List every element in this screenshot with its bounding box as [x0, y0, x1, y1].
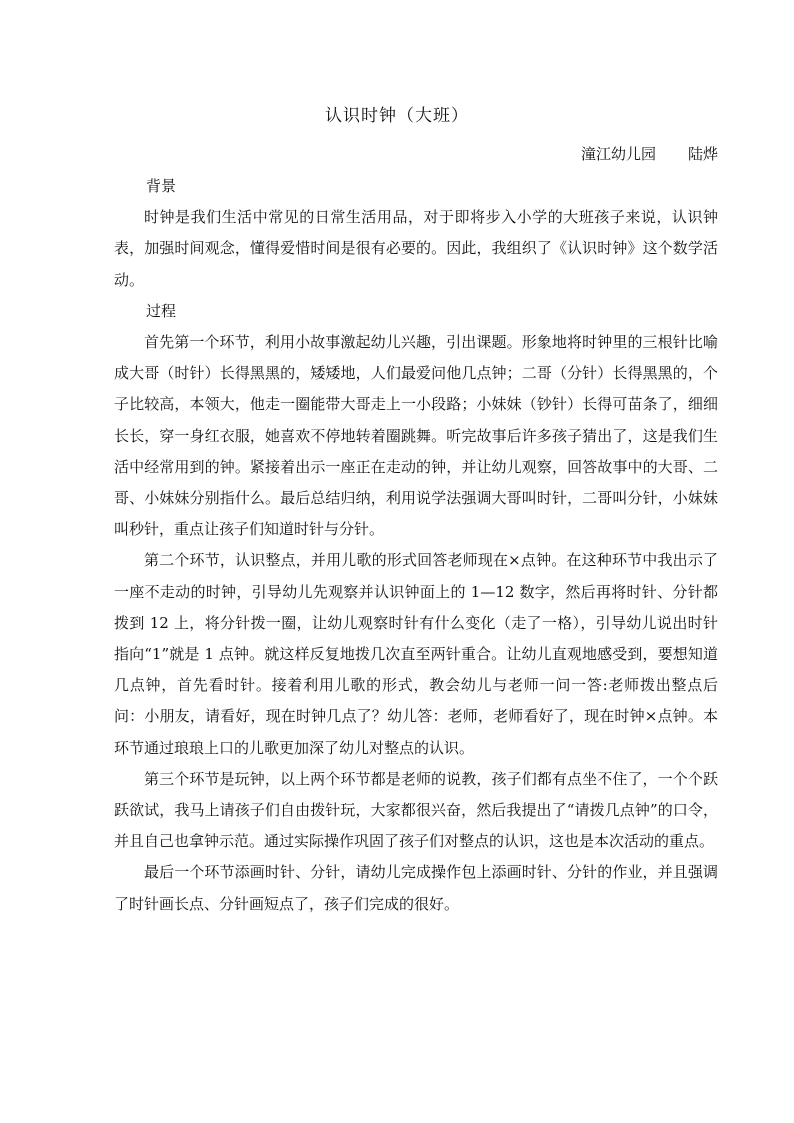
- background-heading: 背景: [146, 177, 177, 195]
- process-paragraph-3: 第三个环节是玩钟，以上两个环节都是老师的说教，孩子们都有点坐不住了，一个个跃跃欲试，我马上请孩子们自由拨针玩，大家都很兴奋，然后我提出了“请拨几点钟”的口令，并且自己也拿钟示范。通过实际操作巩固了孩子们对整点的认识，这也是本次活动的重点。: [114, 769, 718, 851]
- background-paragraph: 时钟是我们生活中常见的日常生活用品，对于即将步入小学的大班孩子来说，认识钟表，加强时间观念，懂得爱惜时间是很有必要的。因此，我组织了《认识时钟》这个数学活动。: [114, 208, 718, 289]
- author-name: 陆烨: [687, 145, 718, 163]
- process-paragraph-4: 最后一个环节添画时针、分针，请幼儿完成操作包上添画时针、分针的作业，并且强调了时针画长点、分针画短点了，孩子们完成的很好。: [114, 863, 718, 913]
- author-line: [581, 142, 718, 166]
- document-title: 认识时钟（大班）: [325, 106, 469, 126]
- process-paragraph-2: 第二个环节，认识整点，并用儿歌的形式回答老师现在×点钟。在这种环节中我出示了一座不走动的时钟，引导幼儿先观察并认识钟面上的 1—12 数字，然后再将时针、分针都拨到 12 上，将分针拨一圈，让幼儿观察时针有什么变化（走了一格），引导幼儿说出时针指向“1”就是 1 点钟。就这样反复地拨几次直至两针重合。让幼儿直观地感受到，要想知道几点钟，首先看时针。接着利用儿歌的形式，教会幼儿与老师一问一答:老师拨出整点后问：小朋友，请看好，现在时钟几点了？幼儿答：老师，老师看好了，现在时钟×点钟。本环节通过琅琅上口的儿歌更加深了幼儿对整点的认识。: [114, 551, 718, 757]
- process-heading: 过程: [146, 301, 177, 320]
- school-name: 潼江幼儿园: [580, 145, 656, 163]
- process-paragraph-1: 首先第一个环节，利用小故事激起幼儿兴趣，引出课题。形象地将时钟里的三根针比喻成大哥（时针）长得黑黑的，矮矮地，人们最爱问他几点钟；二哥（分针）长得黑黑的，个子比较高，本领大，他走一圈能带大哥走上一小段路；小妹妹（钞针）长得可苗条了，细细长长，穿一身红衣服，她喜欢不停地转着圈跳舞。听完故事后许多孩子猜出了，这是我们生活中经常用到的钟。紧接着出示一座正在走动的钟，并让幼儿观察，回答故事中的大哥、二哥、小妹妹分别指什么。最后总结归纳，利用说学法强调大哥叫时针，二哥叫分针，小妹妹叫秒针，重点让孩子们知道时针与分针。: [114, 333, 718, 539]
- document-body: [114, 171, 718, 920]
